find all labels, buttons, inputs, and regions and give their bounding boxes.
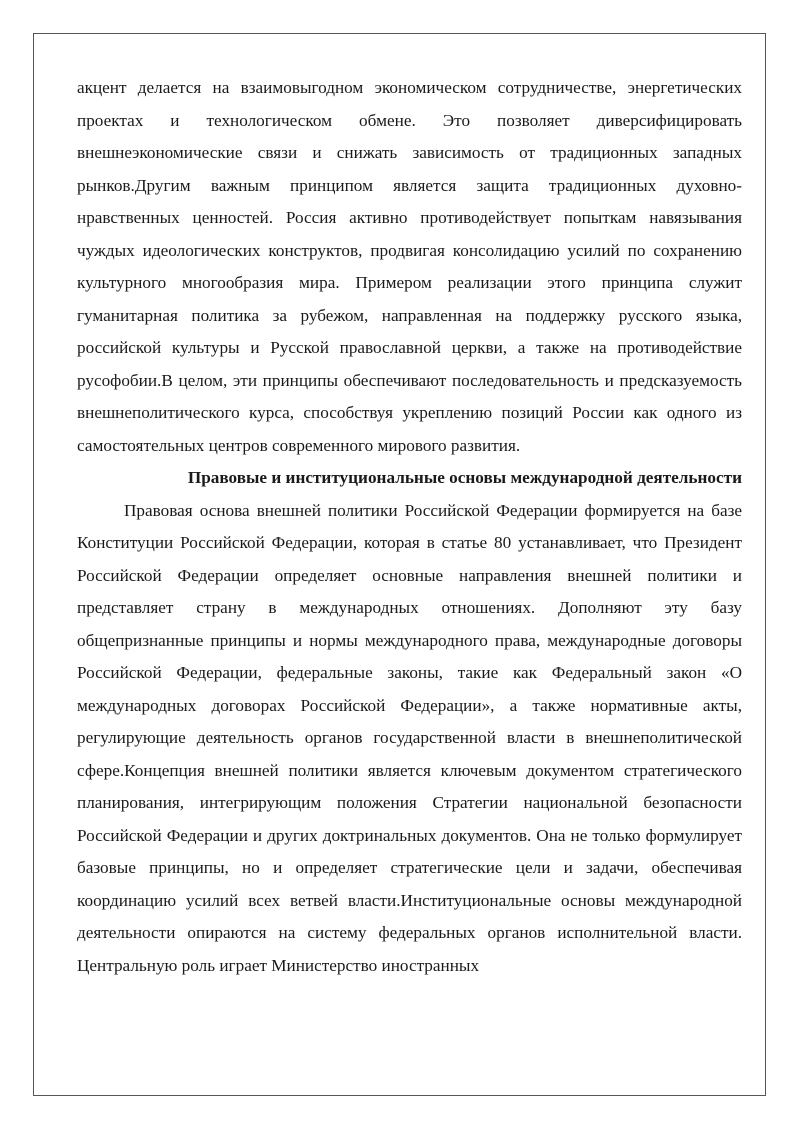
section-heading: Правовые и институциональные основы международной деятельности [187,468,742,487]
document-body [77,72,742,982]
paragraph-legal-basis: Правовая основа внешней политики Российской Федерации формируется на базе Конституции Российской Федерации, которая в статье 80 устанавливает, что Президент Российской Федерации определяет основные направления внешней политики и представляет страну в международных отношениях. Дополняют эту базу общепризнанные принципы и нормы международного права, международные договоры Российской Федерации, федеральные законы, такие как Федеральный закон «О международных договорах Российской Федерации», а также нормативные акты, регулирующие деятельность органов государственной власти в внешнеполитической сфере.Концепция внешней политики является ключевым документом стратегического планирования, интегрирующим положения Стратегии национальной безопасности Российской Федерации и других доктринальных документов. Она не только формулирует базовые принципы, но и определяет стратегические цели и задачи, обеспечивая координацию усилий всех ветвей власти.Институциональные основы международной деятельности опираются на систему федеральных органов исполнительной власти. Центральную роль играет Министерство иностранных [77,500,742,975]
paragraph-continuation: акцент делается на взаимовыгодном экономическом сотрудничестве, энергетических проектах и технологическом обмене. Это позволяет диверсифицировать внешнеэкономические связи и снижать зависимость от традиционных западных рынков.Другим важным принципом является защита традиционных духовно-нравственных ценностей. Россия активно противодействует попыткам навязывания чуждых идеологических конструктов, продвигая консолидацию усилий по сохранению культурного многообразия мира. Примером реализации этого принципа служит гуманитарная политика за рубежом, направленная на поддержку русского языка, российской культуры и Русской православной церкви, а также на противодействие русофобии.В целом, эти принципы обеспечивают последовательность и предсказуемость внешнеполитического курса, способствуя укреплению позиций России как одного из самостоятельных центров современного мирового развития. [77,78,742,455]
